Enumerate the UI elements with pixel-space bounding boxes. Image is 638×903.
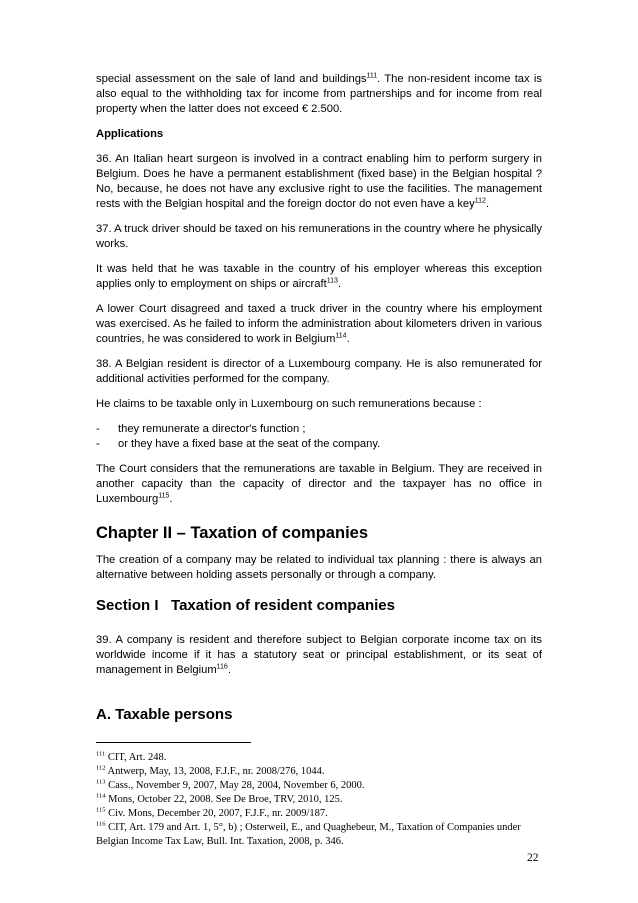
- page-number: 22: [527, 852, 539, 864]
- claims-list: [96, 422, 542, 452]
- document-page: [96, 72, 542, 849]
- applications-heading: Applications: [96, 128, 164, 140]
- footnote: $^{111}$ CIT, Art. 248.: [96, 750, 167, 763]
- footnote-ref[interactable]: 112: [474, 197, 486, 205]
- footnote: $^{116}$ CIT, Art. 179 and Art. 1, 5°, b) ; Osterweil, E., and Quaghebeur, M., Taxation of Companies under Belgian Income Tax Law, Bull. Int. Taxation, 2008, p. 346.: [96, 820, 521, 847]
- footnote-divider: [96, 742, 251, 743]
- paragraph-38b: He claims to be taxable only in Luxembourg on such remunerations because :: [96, 398, 482, 410]
- section-heading: Section I Taxation of resident companies: [96, 597, 395, 614]
- footnotes: [96, 751, 542, 849]
- footnote: $^{113}$ Cass., November 9, 2007, May 28, 2004, November 6, 2000.: [96, 778, 365, 791]
- paragraph-38c: The Court considers that the remunerations are taxable in Belgium. They are received in another capacity than the capacity of director and the taxpayer has no office in Luxembourg$^{115}$.: [96, 463, 542, 505]
- footnote-ref[interactable]: 116: [216, 663, 228, 671]
- paragraph-37c: A lower Court disagreed and taxed a truck driver in the country where his employment was exercised. As he failed to inform the administration about kilometers driven in various countries, he was considered to work in Belgium$^{114}$.: [96, 303, 542, 345]
- footnote-ref[interactable]: 114: [335, 332, 347, 340]
- footnote: $^{115}$ Civ. Mons, December 20, 2007, F.J.F., nr. 2009/187.: [96, 806, 328, 819]
- footnote-ref[interactable]: 111: [366, 72, 378, 80]
- paragraph-intro: special assessment on the sale of land and buildings$^{111}$. The non-resident income tax is also equal to the withholding tax for income from partnerships and for income from real property when the latter does not exceed € 2.500.: [96, 72, 542, 115]
- paragraph-38: 38. A Belgian resident is director of a Luxembourg company. He is also remunerated for additional activities performed for the company.: [96, 358, 542, 385]
- paragraph-39: 39. A company is resident and therefore subject to Belgian corporate income tax on its worldwide income if it has a statutory seat or principal establishment, or its seat of management in Belgium$^{116}$.: [96, 634, 542, 676]
- footnote: $^{114}$ Mons, October 22, 2008. See De Broe, TRV, 2010, 125.: [96, 792, 343, 805]
- paragraph-36: 36. An Italian heart surgeon is involved in a contract enabling him to perform surgery in Belgium. Does he have a permanent establishment (fixed base) in the Belgian hospital ? No, because, he does not have any exclusive right to use the facilities. The management rests with the Belgian hospital and the foreign doctor do not even have a key$^{112}$.: [96, 153, 542, 210]
- footnote-ref[interactable]: 115: [158, 492, 170, 500]
- list-item: - or they have a fixed base at the seat of the company.: [96, 438, 381, 450]
- footnote-ref[interactable]: 113: [326, 277, 338, 285]
- paragraph-37: 37. A truck driver should be taxed on his remunerations in the country where he physically works.: [96, 223, 542, 250]
- chapter-heading: Chapter II – Taxation of companies: [96, 524, 369, 542]
- subsection-heading: A. Taxable persons: [96, 706, 233, 723]
- paragraph-37b: It was held that he was taxable in the country of his employer whereas this exception applies only to employment on ships or aircraft$^{113}$.: [96, 263, 542, 290]
- list-item: - they remunerate a director's function ;: [96, 423, 306, 435]
- paragraph-chapter-intro: The creation of a company may be related to individual tax planning : there is always an alternative between holding assets personally or through a company.: [96, 554, 542, 581]
- footnote: $^{112}$ Antwerp, May, 13, 2008, F.J.F., nr. 2008/276, 1044.: [96, 764, 325, 777]
